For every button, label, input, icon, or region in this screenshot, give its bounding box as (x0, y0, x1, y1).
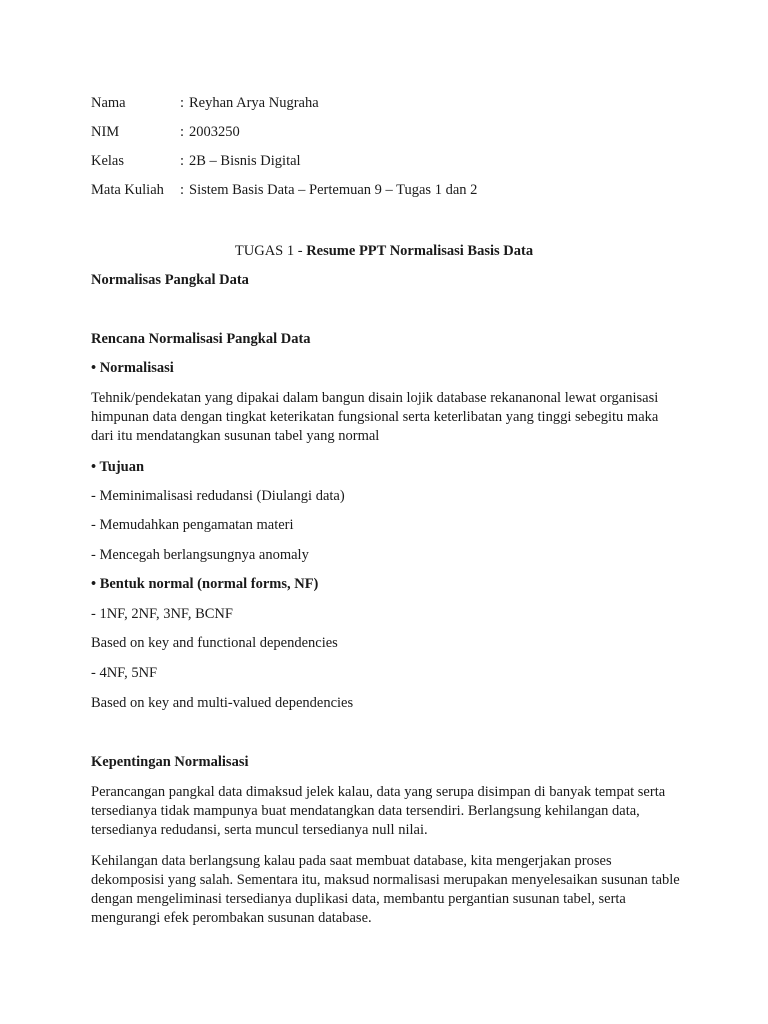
identity-value: 2003250 (189, 124, 240, 140)
task-title (0, 241, 768, 261)
task-title-prefix: TUGAS 1 - (234, 243, 307, 259)
bentuk-heading: • Bentuk normal (normal forms, NF) (91, 576, 319, 592)
kepentingan-paragraph-2: Kehilangan data berlangsung kalau pada saat membuat database, kita mengerjakan proses dekomposisi yang salah. Sementara itu, maksud normalisasi merupakan menyelesaikan susunan table dengan mengeliminasi tersedianya duplikasi data, membantu pergantian susunan tabel, serta mengurangi efek perombakan susunan database. (91, 853, 680, 926)
bentuk-item: Based on key and multi-valued dependencies (91, 695, 354, 711)
plan-heading: Rencana Normalisasi Pangkal Data (91, 331, 311, 347)
identity-label: Mata Kuliah (91, 182, 164, 198)
tujuan-item: - Mencegah berlangsungnya anomaly (91, 547, 309, 563)
identity-label: NIM (91, 124, 120, 140)
tujuan-heading: • Tujuan (91, 459, 145, 475)
identity-label: Kelas (91, 153, 125, 169)
identity-separator: : (180, 153, 185, 169)
identity-value: Sistem Basis Data – Pertemuan 9 – Tugas 1 dan 2 (189, 182, 478, 198)
identity-value: Reyhan Arya Nugraha (189, 95, 319, 111)
tujuan-item: - Meminimalisasi redudansi (Diulangi data) (91, 488, 345, 504)
tujuan-item: - Memudahkan pengamatan materi (91, 517, 294, 533)
identity-separator: : (180, 124, 185, 140)
bentuk-item: - 4NF, 5NF (91, 665, 158, 681)
identity-value: 2B – Bisnis Digital (189, 153, 301, 169)
identity-label: Nama (91, 95, 126, 111)
identity-separator: : (180, 95, 185, 111)
identity-separator: : (180, 182, 185, 198)
section-heading: Normalisas Pangkal Data (91, 272, 249, 288)
bentuk-item: Based on key and functional dependencies (91, 635, 338, 651)
kepentingan-heading: Kepentingan Normalisasi (91, 754, 249, 770)
task-title-rest: Resume PPT Normalisasi Basis Data (306, 243, 534, 259)
bentuk-item: - 1NF, 2NF, 3NF, BCNF (91, 606, 233, 622)
normalisasi-heading: • Normalisasi (91, 360, 174, 376)
kepentingan-paragraph-1: Perancangan pangkal data dimaksud jelek kalau, data yang serupa disimpan di banyak tempat serta tersedianya tidak mampunya buat mendatangkan data tersendiri. Berlangsung kehilangan data, tersedianya redudansi, serta muncul tersedianya null nilai. (91, 784, 666, 838)
normalisasi-paragraph: Tehnik/pendekatan yang dipakai dalam bangun disain lojik database rekananonal lewat organisasi himpunan data dengan tingkat keterikatan fungsional serta keterlibatan yang tinggi sebegitu maka dari itu mendatangkan susunan tabel yang normal (91, 390, 659, 444)
